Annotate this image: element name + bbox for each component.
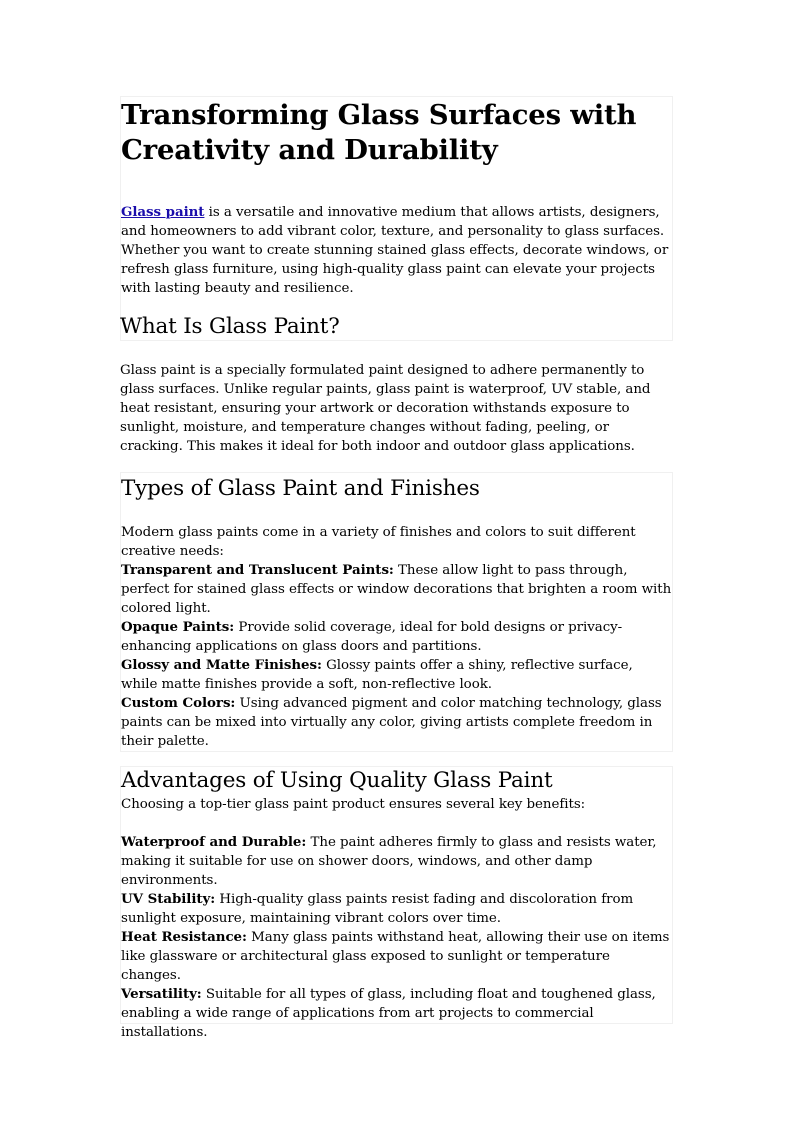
types-item-text: Provide solid coverage, ideal for bold designs or privacy-enhancing applications on glass doors and partitions. — [121, 620, 623, 654]
advantages-item-label: Waterproof and Durable: — [121, 834, 307, 850]
advantages-section — [120, 766, 673, 1040]
types-item-label: Glossy and Matte Finishes: — [121, 657, 322, 673]
advantages-item — [121, 833, 672, 890]
types-item — [121, 694, 672, 751]
types-item-label: Transparent and Translucent Paints: — [121, 562, 394, 578]
types-item-text: Using advanced pigment and color matching technology, glass paints can be mixed into virtually any color, giving artists complete freedom in their palette. — [121, 696, 662, 749]
intro-text: is a versatile and innovative medium that allows artists, designers, and homeowners to add vibrant color, texture, and personality to glass surfaces. Whether you want to create stunning stained glass effects, decorate windows, or refresh glass furniture, using high-quality glass paint can elevate your projects with lasting beauty and resilience. — [121, 205, 669, 296]
page-title: Transforming Glass Surfaces with Creativity and Durability — [121, 99, 637, 166]
types-section — [120, 472, 673, 752]
advantages-heading: Advantages of Using Quality Glass Paint — [121, 768, 553, 793]
types-item-label: Opaque Paints: — [121, 619, 235, 635]
advantages-item-text: Suitable for all types of glass, including float and toughened glass, enabling a wide range of applications from art projects to commercial installations. — [121, 987, 656, 1040]
advantages-item — [121, 890, 672, 928]
intro-section — [120, 96, 673, 341]
advantages-intro: Choosing a top-tier glass paint product ensures several key benefits: — [121, 797, 586, 812]
advantages-item-text: The paint adheres firmly to glass and resists water, making it suitable for use on shower doors, windows, and other damp environments. — [121, 835, 657, 888]
advantages-item-text: Many glass paints withstand heat, allowing their use on items like glassware or architectural glass exposed to sunlight or temperature changes. — [121, 930, 670, 983]
what-is-heading: What Is Glass Paint? — [120, 314, 340, 339]
types-item — [121, 561, 672, 618]
intro-paragraph — [121, 203, 672, 298]
advantages-item — [121, 928, 672, 985]
types-item-text: These allow light to pass through, perfect for stained glass effects or window decorations that brighten a room with colored light. — [121, 563, 672, 616]
advantages-item-label: Heat Resistance: — [121, 929, 247, 945]
types-heading: Types of Glass Paint and Finishes — [121, 476, 480, 501]
advantages-item-label: UV Stability: — [121, 891, 216, 907]
types-item — [121, 618, 672, 656]
glass-paint-link[interactable]: Glass paint — [121, 204, 205, 220]
advantages-item — [121, 985, 672, 1042]
types-item — [121, 656, 672, 694]
types-item-text: Glossy paints offer a shiny, reflective surface, while matte finishes provide a soft, non-reflective look. — [121, 658, 633, 692]
what-is-body: Glass paint is a specially formulated paint designed to adhere permanently to glass surfaces. Unlike regular paints, glass paint is waterproof, UV stable, and heat resistant, ensuring your artwork or decoration withstands exposure to sunlight, moisture, and temperature changes without fading, peeling, or cracking. This makes it ideal for both indoor and outdoor glass applications. — [120, 363, 651, 454]
advantages-item-label: Versatility: — [121, 986, 202, 1002]
what-is-section — [120, 313, 673, 456]
advantages-item-text: High-quality glass paints resist fading and discoloration from sunlight exposure, maintaining vibrant colors over time. — [121, 892, 634, 926]
types-item-label: Custom Colors: — [121, 695, 236, 711]
types-intro: Modern glass paints come in a variety of finishes and colors to suit different creative needs: — [121, 525, 636, 559]
